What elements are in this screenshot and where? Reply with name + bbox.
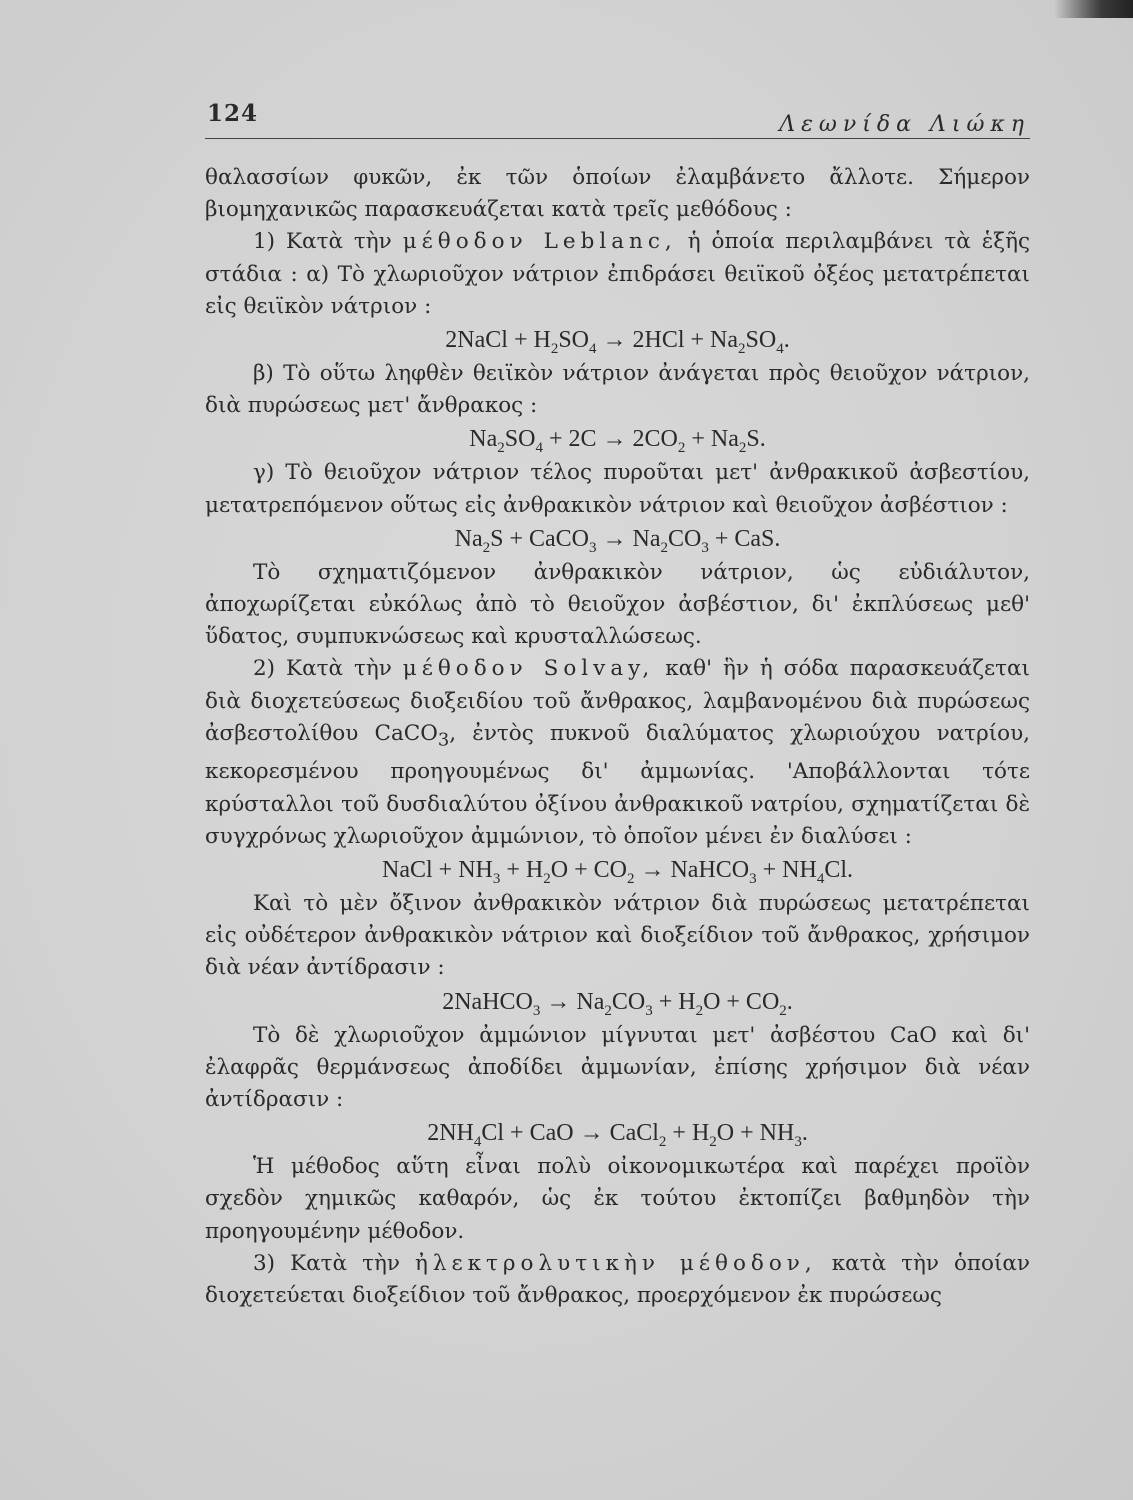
paragraph-text: ἡ ὁποία περιλαμβάνει τὰ ἑξῆς στάδια : α) Τὸ χλωριοῦχον νάτριον ἐπιδράσει θειϊκοῦ ὀξέος μετατρέπεται εἰς θειϊκὸν νάτριον :: [205, 229, 1030, 319]
paragraph: [205, 1248, 1030, 1312]
chemical-equation: $2NH_4Cl$ + CaO → CaCl$_2$ + $H_2O + NH_3$.: [427, 1120, 808, 1150]
chemical-equation: $Na_2SO_4 + 2C \to 2CO_2 + Na_2S$.: [469, 426, 766, 457]
chemical-equation: 2NaCl + $H_2SO_4 \to 2HCl + Na_2SO_4$.: [445, 327, 790, 357]
header-rule: [205, 138, 1030, 139]
method-name: ἠλεκτρολυτικὴν μέθοδον,: [414, 1250, 817, 1276]
page-number: 124: [207, 100, 259, 127]
method-name: μέθοδον Leblanc,: [402, 229, 677, 255]
paragraph: γ) Τὸ θειοῦχον νάτριον τέλος πυροῦται μετ' ἀνθρακικοῦ ἀσβεστίου, μετατρεπόμενον οὕτως εἰς ἀνθρακικὸν νάτριον καὶ θειοῦχον ἀσβέστιον :: [205, 460, 1030, 518]
paragraph: Ἡ μέθοδος αὕτη εἶναι πολὺ οἰκονομικωτέρα καὶ παρέχει προϊὸν σχεδὸν χημικῶς καθαρόν, ὡς ἐκ τούτου ἐκτοπίζει βαθμηδὸν τὴν προηγουμένην μέθοδον.: [205, 1154, 1030, 1244]
running-header-author: Λεωνίδα Λιώκη: [779, 112, 1030, 137]
paragraph: θαλασσίων φυκῶν, ἐκ τῶν ὁποίων ἐλαμβάνετο ἄλλοτε. Σήμερον βιομηχανικῶς παρασκευάζεται κατὰ τρεῖς μεθόδους :: [205, 165, 1030, 223]
chemical-equation: NaCl + $NH_3 + H_2O + CO_2$ → NaHCO$_3$ + $NH_4Cl$.: [382, 856, 853, 887]
chemical-equation: $Na_2S$ + CaCO$_3$ → $Na_2CO_3$ + CaS.: [454, 525, 781, 556]
method-number: 1) Κατὰ τὴν: [253, 229, 403, 255]
scan-edge-shadow: [1053, 0, 1133, 18]
method-name: μέθοδον Solvay,: [402, 656, 655, 682]
paragraph: Τὸ δὲ χλωριοῦχον ἀμμώνιον μίγνυται μετ' ἀσβέστου CaO καὶ δι' ἐλαφρᾶς θερμάνσεως ἀποδίδει ἀμμωνίαν, ἐπίσης χρήσιμον διὰ νέαν ἀντίδρασιν :: [205, 1022, 1030, 1112]
chemical-equation: 2NaHCO$_3$ → $Na_2CO_3 + H_2O + CO_2$.: [442, 988, 793, 1019]
method-number: 2) Κατὰ τὴν: [253, 656, 403, 682]
page-body: [205, 162, 1030, 1312]
paragraph: [205, 226, 1030, 323]
paragraph-text: καθ' ἣν ἡ σόδα παρασκευάζεται διὰ διοχετεύσεως διοξειδίου τοῦ ἄνθρακος, λαμβανομένου διὰ πυρώσεως ἀσβεστολίθου CaCO: [205, 656, 1030, 746]
subscript: 3: [437, 729, 450, 751]
method-number: 3) Κατὰ τὴν: [253, 1250, 415, 1276]
paragraph: β) Τὸ οὕτω ληφθὲν θειϊκὸν νάτριον ἀνάγεται πρὸς θειοῦχον νάτριον, διὰ πυρώσεως μετ' ἄνθρακος :: [205, 361, 1030, 419]
paragraph-text: , ἐντὸς πυκνοῦ διαλύματος χλωριούχου νατρίου, κεκορεσμένου προηγουμένως δι' ἀμμωνίας. 'Αποβάλλονται τότε κρύσταλλοι τοῦ δυσδιαλύτου ὀξίνου ἀνθρακικοῦ νατρίου, σχηματίζεται δὲ συγχρόνως χλωριοῦχον ἀμμώνιον, τὸ ὁποῖον μένει ἐν διαλύσει :: [205, 720, 1030, 849]
paragraph: Καὶ τὸ μὲν ὄξινον ἀνθρακικὸν νάτριον διὰ πυρώσεως μετατρέπεται εἰς οὐδέτερον ἀνθρακικὸν νάτριον καὶ διοξείδιον τοῦ ἄνθρακος, χρήσιμον διὰ νέαν ἀντίδρασιν :: [205, 890, 1030, 981]
paragraph: Τὸ σχηματιζόμενον ἀνθρακικὸν νάτριον, ὡς εὐδιάλυτον, ἀποχωρίζεται εὐκόλως ἀπὸ τὸ θειοῦχον ἀσβέστιον, δι' ἐκπλύσεως μεθ' ὕδατος, συμπυκνώσεως καὶ κρυσταλλώσεως.: [205, 559, 1030, 650]
paragraph-text: κατὰ τὴν ὁποίαν διοχετεύεται διοξείδιον τοῦ ἄνθρακος, προερχόμενον ἐκ πυρώσεως: [205, 1250, 1030, 1308]
paragraph: [205, 653, 1030, 853]
